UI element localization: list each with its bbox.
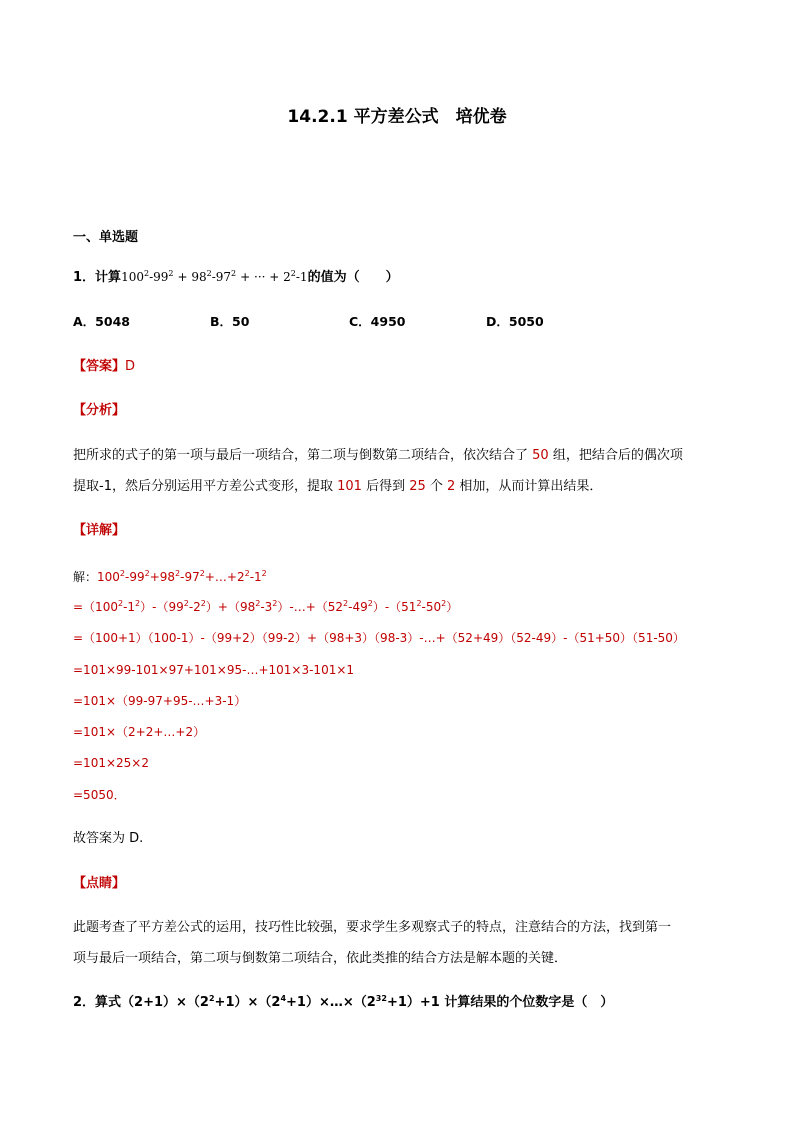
option-d: D．5050: [486, 314, 544, 329]
detail-tag: 【详解】: [73, 523, 126, 538]
solution-step-2: $=(100^2-1^2)-(99^2-2^2)+(98^2-3^2)-\dots+(52^2-49^2)-(51^2-50^2)$: [73, 599, 459, 614]
option-b: B．50: [210, 314, 250, 329]
question-2-prompt: 2．算式$(2+1)\times(2^2+1)\times(2^4+1)\times\dots\times(2^{32}+1)+1$ 计算结果的个位数字是（ ）: [73, 994, 614, 1010]
analysis-tag: 【分析】: [73, 403, 126, 418]
answer-tag: 【答案】: [73, 359, 126, 374]
comment-line-1: 此题考查了平方差公式的运用，技巧性比较强，要求学生多观察式子的特点，注意结合的方法，找到第一: [73, 920, 672, 935]
solution-step-8: =5050．: [73, 788, 126, 802]
comment-tag: 【点睛】: [73, 876, 126, 891]
question-1-expression: $100^2-99^2 + 98^2-97^2$ + ··· + $2^2-1$: [121, 269, 308, 284]
solution-step-5: =101×（99-97+95-…+3-1）: [73, 694, 247, 708]
document-title: 14.2.1 平方差公式 培优卷: [287, 107, 507, 127]
section-heading: 一、单选题: [73, 230, 139, 245]
solution-step-4: =101×99-101×97+101×95-…+101×3-101×1: [73, 663, 355, 677]
question-1-number: 1．: [73, 270, 96, 285]
question-1-prompt: [73, 268, 399, 287]
answer-value: D: [125, 359, 136, 374]
analysis-line-2: 提取-1，然后分别运用平方差公式变形，提取 101 后得到 25 个 2 相加，从而计算出结果．: [73, 479, 603, 494]
conclusion: 故答案为 D.: [73, 831, 144, 846]
comment-line-2: 项与最后一项结合，第二项与倒数第二项结合，依此类推的结合方法是解本题的关键．: [73, 951, 568, 966]
question-1-prompt-pre: 计算: [95, 270, 122, 285]
question-1-prompt-post: 的值为（ ）: [307, 270, 399, 285]
solution-step-7: =101×25×2: [73, 756, 149, 770]
question-2-number: 2．: [73, 995, 96, 1010]
analysis-line-1: 把所求的式子的第一项与最后一项结合，第二项与倒数第二项结合，依次结合了 50 组，把结合后的偶次项: [73, 448, 683, 463]
solution-step-6: =101×（2+2+…+2）: [73, 725, 206, 739]
solution-step-1: 解：$100^2-99^2+98^2-97^2+\dots+2^2-1^2$: [73, 569, 267, 584]
option-a: A．5048: [73, 314, 130, 329]
solution-step-3: =（100+1）（100-1）-（99+2）（99-2）+（98+3）（98-3）-…+（52+49）（52-49）-（51+50）（51-50）: [73, 631, 685, 645]
option-c: C．4950: [349, 314, 406, 329]
answer-line: [73, 358, 135, 376]
